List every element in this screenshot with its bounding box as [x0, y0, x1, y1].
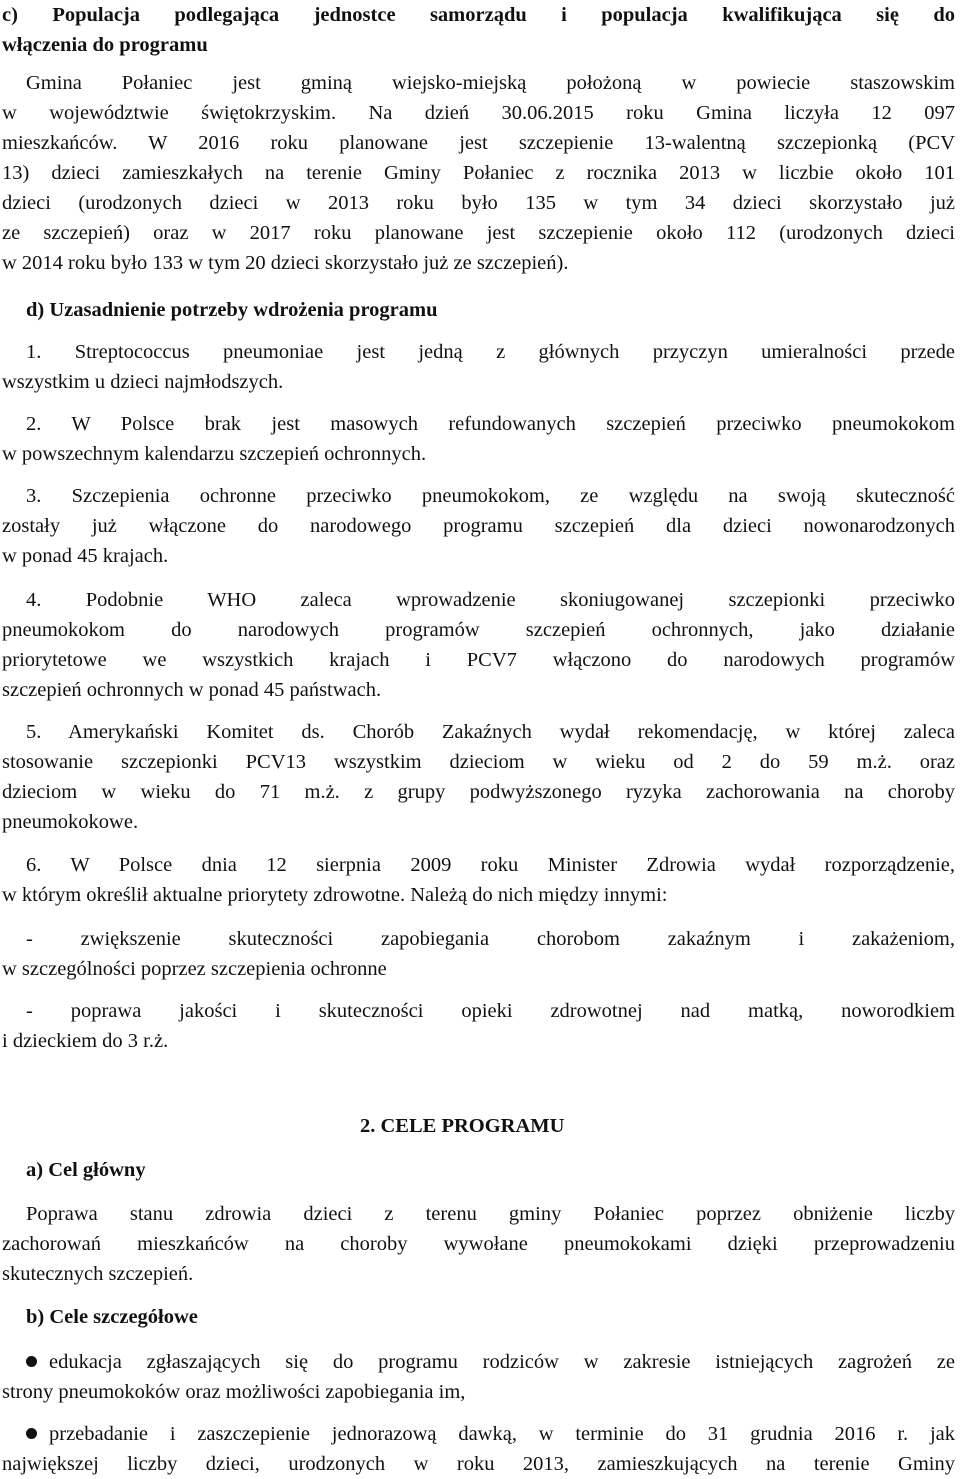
text-line: priorytetowe we wszystkich krajach i PCV7 włączono do narodowych programów [2, 649, 955, 671]
dash-item-2 [2, 996, 955, 1056]
list-item-1 [2, 337, 955, 397]
text-line: 13) dzieci zamieszkałych na terenie Gminy Połaniec z rocznika 2013 w liczbie około 101 [2, 162, 955, 184]
text-line: mieszkańców. W 2016 roku planowane jest szczepienie 13-walentną szczepionką (PCV [2, 132, 955, 154]
heading-line: włączenia do programu [2, 34, 208, 56]
list-item-4 [2, 585, 955, 705]
list-item-2 [2, 409, 955, 469]
text-line: i dzieckiem do 3 r.ż. [2, 1030, 169, 1052]
dash-item-1 [2, 924, 955, 984]
heading-line: a) Cel główny [26, 1159, 146, 1181]
text-line: stosowanie szczepionki PCV13 wszystkim dzieciom w wieku od 2 do 59 m.ż. oraz [2, 751, 955, 773]
text-line: zostały już włączone do narodowego programu szczepień dla dzieci nowonarodzonych [2, 515, 955, 537]
section-d-heading [2, 295, 955, 325]
section-c-heading [2, 0, 955, 60]
text-line: - zwiększenie skuteczności zapobiegania chorobom zakaźnym i zakażeniom, [26, 928, 955, 950]
bullet-icon [26, 1356, 37, 1367]
list-item-6 [2, 850, 955, 910]
goal-detail-heading [2, 1302, 955, 1332]
list-item-5 [2, 717, 955, 837]
text-line: wszystkim u dzieci najmłodszych. [2, 371, 284, 393]
text-line: 3. Szczepienia ochronne przeciwko pneumokokom, ze względu na swoją skuteczność [26, 485, 955, 507]
bullet-item-2 [2, 1419, 955, 1479]
text-line: pneumokokowe. [2, 811, 139, 833]
text-line: strony pneumokoków oraz możliwości zapobiegania im, [2, 1381, 466, 1403]
text-line: 1. Streptococcus pneumoniae jest jedną z głównych przyczyn umieralności przede [26, 341, 955, 363]
text-line: ze szczepień) oraz w 2017 roku planowane jest szczepienie około 112 (urodzonych dzieci [2, 222, 955, 244]
text-line: w 2014 roku było 133 w tym 20 dzieci skorzystało już ze szczepień). [2, 252, 569, 274]
text-line [2, 1347, 955, 1377]
text-line: 6. W Polsce dnia 12 sierpnia 2009 roku Minister Zdrowia wydał rozporządzenie, [26, 854, 955, 876]
text-line: w szczególności poprzez szczepienia ochronne [2, 958, 387, 980]
text-line: największej liczby dzieci, urodzonych w roku 2013, zamieszkujących na terenie Gminy [2, 1453, 955, 1475]
text-line [2, 1419, 955, 1449]
text-line: pneumokokom do narodowych programów szczepień ochronnych, jako działanie [2, 619, 955, 641]
bullet-icon [26, 1428, 37, 1439]
list-item-3 [2, 481, 955, 571]
bullet-text: przebadanie i zaszczepienie jednorazową dawką, w terminie do 31 grudnia 2016 r. jak [49, 1423, 955, 1445]
section-c-paragraph [2, 68, 955, 278]
text-line: Poprawa stanu zdrowia dzieci z terenu gminy Połaniec poprzez obniżenie liczby [26, 1203, 955, 1225]
section-title: 2. CELE PROGRAMU [360, 1115, 565, 1137]
text-line: Gmina Połaniec jest gminą wiejsko-miejską położoną w powiecie staszowskim [26, 72, 955, 94]
heading-line: c) Populacja podlegająca jednostce samorządu i populacja kwalifikująca się do [2, 4, 955, 26]
text-line: zachorowań mieszkańców na choroby wywołane pneumokokami dzięki przeprowadzeniu [2, 1233, 955, 1255]
goal-main-paragraph [2, 1199, 955, 1289]
heading-line: b) Cele szczegółowe [26, 1306, 198, 1328]
text-line: dzieciom w wieku do 71 m.ż. z grupy podwyższonego ryzyka zachorowania na choroby [2, 781, 955, 803]
bullet-text: edukacja zgłaszających się do programu rodziców w zakresie istniejących zagrożeń ze [49, 1351, 955, 1373]
heading-line: d) Uzasadnienie potrzeby wdrożenia programu [26, 299, 438, 321]
text-line: w powszechnym kalendarzu szczepień ochronnych. [2, 443, 427, 465]
text-line: w województwie świętokrzyskim. Na dzień 30.06.2015 roku Gmina liczyła 12 097 [2, 102, 955, 124]
text-line: 5. Amerykański Komitet ds. Chorób Zakaźnych wydał rekomendację, w której zaleca [26, 721, 955, 743]
bullet-item-1 [2, 1347, 955, 1407]
text-line: dzieci (urodzonych dzieci w 2013 roku było 135 w tym 34 dzieci skorzystało już [2, 192, 955, 214]
text-line: - poprawa jakości i skuteczności opieki zdrowotnej nad matką, noworodkiem [26, 1000, 955, 1022]
text-line: skutecznych szczepień. [2, 1263, 194, 1285]
text-line: 4. Podobnie WHO zaleca wprowadzenie skoniugowanej szczepionki przeciwko [26, 589, 955, 611]
goal-main-heading [2, 1155, 955, 1185]
text-line: szczepień ochronnych w ponad 45 państwach. [2, 679, 382, 701]
text-line: 2. W Polsce brak jest masowych refundowanych szczepień przeciwko pneumokokom [26, 413, 955, 435]
text-line: w którym określił aktualne priorytety zdrowotne. Należą do nich między innymi: [2, 884, 668, 906]
text-line: w ponad 45 krajach. [2, 545, 169, 567]
